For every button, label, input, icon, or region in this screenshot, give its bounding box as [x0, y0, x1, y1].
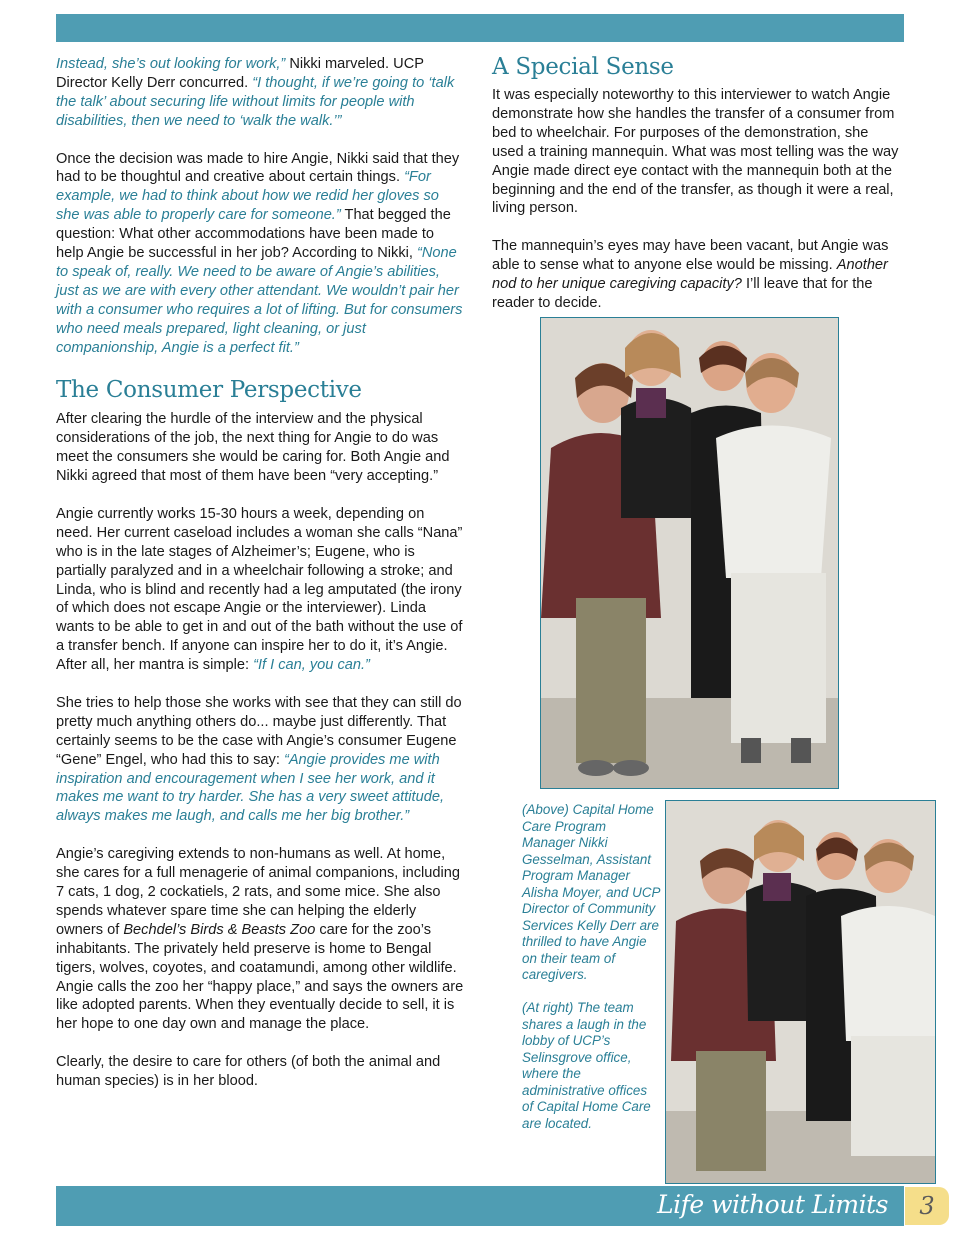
- caption-above: (Above) Capital Home Care Program Manager Nikki Gesselman, Assistant Program Manager Alisha Moyer, and UCP Director of Community Services Kelly Derr are thrilled to have Angie on their team of caregivers.: [522, 802, 660, 982]
- quote: “None to speak of, really. We need to be aware of Angie’s abilities, just as we are with every other attendant. We wouldn’t pair her with a consumer who requires a lot of lifting. But for consumers who need meals prepared, light cleaning, or just companionship, Angie is a perfect fit.”: [56, 245, 463, 356]
- italic-text: Another nod to her unique caregiving capacity?: [492, 257, 888, 293]
- left-column: [56, 55, 464, 1110]
- publication-title: Life without Limits: [657, 1190, 888, 1219]
- quote: “Angie provides me with inspiration and encouragement when I see her work, and it makes me want to try harder. She has a very sweet attitude, always makes me laugh, and calls me her big brother.”: [56, 751, 444, 825]
- paragraph: [56, 845, 464, 1034]
- text: Angie’s caregiving extends to non-humans as well. At home, she cares for a full menagerie of animal companions, including 7 cats, 1 dog, 2 cockatiels, 2 rats, and some mice. She also spends whatever spare time she can helping the elderly owners of: [56, 846, 460, 938]
- text: That begged the question: What other accommodations have been made to help Angie be successful in her job? According to Nikki,: [56, 207, 451, 262]
- text: Nikki marveled. UCP Director Kelly Derr concurred.: [56, 56, 424, 91]
- text: Angie currently works 15-30 hours a week, depending on need. Her current caseload includes a woman she calls “Nana” who is in the late stages of Alzheimer’s; Eugene, who is partially paralyzed and in a wheelchair following a stroke; and Linda, who is blind and recently had a leg amputated (the irony of which does not escape Angie or the interviewer). Linda wants to be able to get in and out of the bath without the use of a transfer bench. If anyone can inspire her to do it, it’s Angie. After all, her mantra is simple:: [56, 505, 463, 674]
- quote: “If I can, you can.”: [253, 657, 370, 674]
- paragraph: After clearing the hurdle of the interview and the physical considerations of the job, the next thing for Angie to do was meet the consumers she would be caring for. Both Angie and Nikki agreed that most of them have been “very accepting.”: [56, 411, 450, 485]
- paragraph: It was especially noteworthy to this interviewer to watch Angie demonstrate how she handles the transfer of a consumer from bed to wheelchair. For purposes of the demonstration, she used a training mannequin. What was most telling was the way Angie made direct eye contact with the mannequin both at the beginning and the end of the transfer, as though it were a real, living person.: [492, 87, 899, 217]
- paragraph: [492, 237, 904, 313]
- text: She tries to help those she works with see that they can still do pretty much anything others do... maybe just differently. That certainly seems to be the case with Angie’s consumer Eugene “Gene” Engel, who had this to say:: [56, 694, 462, 768]
- text: The mannequin’s eyes may have been vacant, but Angie was able to sense what to anyone else would be missing.: [492, 238, 889, 274]
- quote: “I thought, if we’re going to ‘talk the talk’ about securing life without limits for people with disabilities, then we need to ‘walk the walk.’”: [56, 74, 455, 129]
- text: Once the decision was made to hire Angie, Nikki said that they had to be thoughtul and creative about certain things.: [56, 150, 460, 186]
- top-accent-bar: [56, 14, 904, 42]
- paragraph: [56, 505, 464, 675]
- team-photo-standing: [540, 317, 839, 789]
- paragraph: [56, 150, 464, 358]
- page-number-badge: 3: [905, 1187, 949, 1225]
- right-column: [492, 53, 904, 332]
- paragraph: [56, 55, 464, 131]
- section-heading: The Consumer Perspective: [56, 377, 362, 404]
- text: I’ll leave that for the reader to decide.: [492, 276, 873, 311]
- italic-text: Bechdel’s Birds & Beasts Zoo: [123, 921, 316, 938]
- caption-right: (At right) The team shares a laugh in the lobby of UCP’s Selinsgrove office, where the administrative offices of Capital Home Care are located.: [522, 1000, 651, 1131]
- paragraph: Clearly, the desire to care for others (of both the animal and human species) is in her blood.: [56, 1054, 441, 1090]
- quote: Instead, she’s out looking for work,”: [56, 56, 286, 72]
- quote: “For example, we had to think about how we redid her gloves so she was able to properly care for someone.”: [56, 169, 439, 224]
- paragraph: [56, 694, 464, 826]
- team-photo-laughing: [665, 800, 936, 1184]
- text: care for the zoo’s inhabitants. The privately held preserve is home to Bengal tigers, wolves, coyotes, and coatamundi, among other wildlife. Angie calls the zoo her “happy place,” and says the owners are like adopted parents. When they eventually decide to sell, it is her hope to one day own and manage the place.: [56, 921, 464, 1033]
- photo-caption: [522, 802, 660, 1149]
- footer-bar: [56, 1186, 904, 1226]
- section-heading: A Special Sense: [492, 54, 674, 80]
